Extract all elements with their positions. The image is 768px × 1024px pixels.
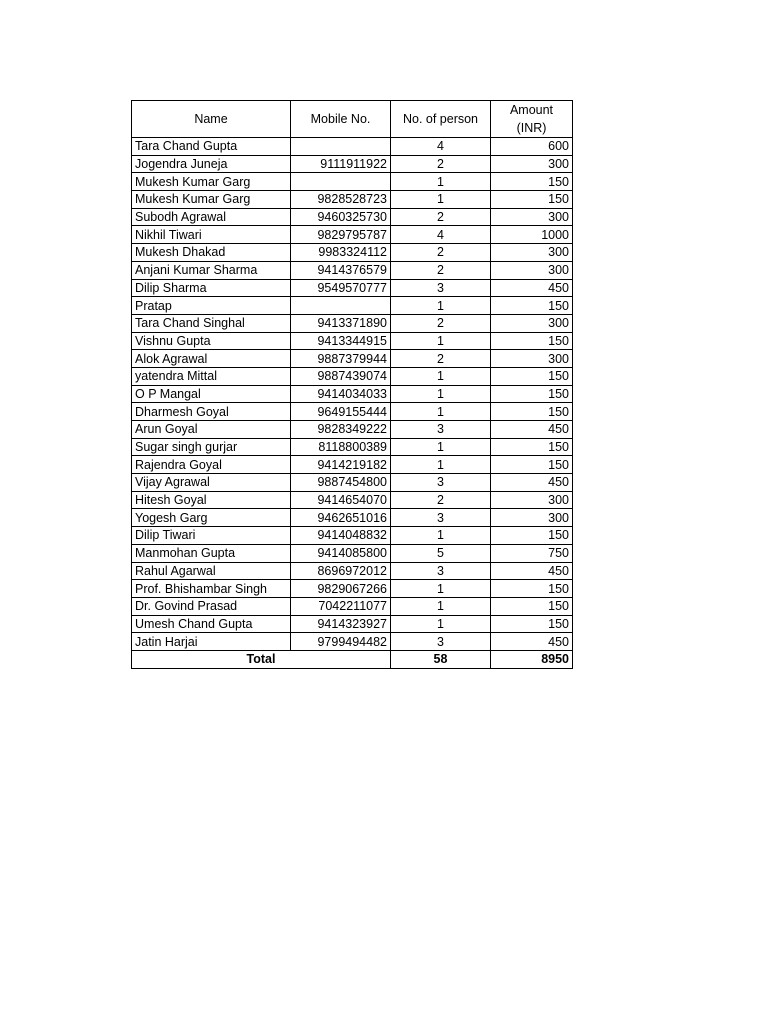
cell-persons: 2 <box>391 155 491 173</box>
cell-persons: 1 <box>391 615 491 633</box>
cell-persons: 1 <box>391 385 491 403</box>
cell-mobile: 9414048832 <box>291 527 391 545</box>
cell-persons: 2 <box>391 314 491 332</box>
cell-amount: 150 <box>491 597 573 615</box>
cell-persons: 3 <box>391 562 491 580</box>
cell-mobile: 9414323927 <box>291 615 391 633</box>
cell-amount: 150 <box>491 332 573 350</box>
table-row <box>132 615 573 633</box>
table-row <box>132 279 573 297</box>
cell-persons: 3 <box>391 509 491 527</box>
cell-amount: 300 <box>491 314 573 332</box>
cell-name: Jatin Harjai <box>132 633 291 651</box>
cell-name: Arun Goyal <box>132 421 291 439</box>
cell-name: Pratap <box>132 297 291 315</box>
table-row <box>132 297 573 315</box>
table-row <box>132 138 573 156</box>
cell-persons: 2 <box>391 208 491 226</box>
cell-persons: 1 <box>391 438 491 456</box>
cell-amount: 600 <box>491 138 573 156</box>
table-row <box>132 597 573 615</box>
cell-amount: 450 <box>491 421 573 439</box>
table-row <box>132 456 573 474</box>
table-row <box>132 509 573 527</box>
cell-name: Tara Chand Gupta <box>132 138 291 156</box>
cell-name: yatendra Mittal <box>132 367 291 385</box>
cell-persons: 3 <box>391 474 491 492</box>
cell-amount: 150 <box>491 527 573 545</box>
table-row <box>132 527 573 545</box>
header-mobile: Mobile No. <box>291 101 391 138</box>
table-row <box>132 385 573 403</box>
cell-name: Dilip Sharma <box>132 279 291 297</box>
cell-mobile: 9414219182 <box>291 456 391 474</box>
cell-amount: 150 <box>491 297 573 315</box>
cell-persons: 5 <box>391 544 491 562</box>
cell-mobile: 9414376579 <box>291 261 391 279</box>
cell-mobile: 9413371890 <box>291 314 391 332</box>
cell-name: Hitesh Goyal <box>132 491 291 509</box>
cell-amount: 150 <box>491 438 573 456</box>
cell-mobile: 8118800389 <box>291 438 391 456</box>
cell-mobile: 9828349222 <box>291 421 391 439</box>
cell-name: Dilip Tiwari <box>132 527 291 545</box>
cell-persons: 1 <box>391 191 491 209</box>
cell-persons: 3 <box>391 279 491 297</box>
table-row <box>132 367 573 385</box>
cell-persons: 3 <box>391 421 491 439</box>
cell-persons: 1 <box>391 527 491 545</box>
cell-amount: 150 <box>491 173 573 191</box>
cell-persons: 4 <box>391 138 491 156</box>
cell-amount: 1000 <box>491 226 573 244</box>
cell-name: Vishnu Gupta <box>132 332 291 350</box>
cell-mobile: 9887454800 <box>291 474 391 492</box>
cell-amount: 150 <box>491 191 573 209</box>
cell-amount: 450 <box>491 633 573 651</box>
cell-name: Tara Chand Singhal <box>132 314 291 332</box>
cell-amount: 150 <box>491 403 573 421</box>
cell-mobile: 9549570777 <box>291 279 391 297</box>
cell-amount: 300 <box>491 261 573 279</box>
table-row <box>132 314 573 332</box>
cell-amount: 150 <box>491 580 573 598</box>
table-row <box>132 244 573 262</box>
cell-amount: 450 <box>491 279 573 297</box>
table-row <box>132 403 573 421</box>
total-row <box>132 650 573 668</box>
table-row <box>132 350 573 368</box>
cell-mobile: 9829795787 <box>291 226 391 244</box>
cell-name: O P Mangal <box>132 385 291 403</box>
cell-name: Alok Agrawal <box>132 350 291 368</box>
cell-amount: 300 <box>491 208 573 226</box>
cell-amount: 300 <box>491 244 573 262</box>
cell-name: Mukesh Kumar Garg <box>132 191 291 209</box>
cell-mobile: 9887439074 <box>291 367 391 385</box>
cell-persons: 1 <box>391 597 491 615</box>
table-row <box>132 474 573 492</box>
table-row <box>132 332 573 350</box>
cell-amount: 300 <box>491 155 573 173</box>
cell-name: Nikhil Tiwari <box>132 226 291 244</box>
cell-mobile: 8696972012 <box>291 562 391 580</box>
cell-amount: 300 <box>491 350 573 368</box>
cell-persons: 2 <box>391 350 491 368</box>
cell-mobile: 7042211077 <box>291 597 391 615</box>
cell-name: Manmohan Gupta <box>132 544 291 562</box>
cell-mobile: 9887379944 <box>291 350 391 368</box>
cell-name: Rajendra Goyal <box>132 456 291 474</box>
cell-persons: 1 <box>391 367 491 385</box>
cell-persons: 1 <box>391 580 491 598</box>
cell-mobile: 9828528723 <box>291 191 391 209</box>
header-persons: No. of person <box>391 101 491 138</box>
cell-mobile: 9414654070 <box>291 491 391 509</box>
cell-name: Umesh Chand Gupta <box>132 615 291 633</box>
cell-mobile: 9414085800 <box>291 544 391 562</box>
cell-amount: 450 <box>491 474 573 492</box>
cell-mobile: 9829067266 <box>291 580 391 598</box>
cell-mobile: 9413344915 <box>291 332 391 350</box>
cell-mobile: 9649155444 <box>291 403 391 421</box>
cell-name: Anjani Kumar Sharma <box>132 261 291 279</box>
cell-mobile: 9983324112 <box>291 244 391 262</box>
table-header-row <box>132 101 573 138</box>
table-row <box>132 544 573 562</box>
cell-mobile <box>291 297 391 315</box>
table-row <box>132 580 573 598</box>
header-amount: Amount (INR) <box>491 101 573 138</box>
cell-amount: 450 <box>491 562 573 580</box>
cell-mobile: 9460325730 <box>291 208 391 226</box>
cell-mobile: 9111911922 <box>291 155 391 173</box>
cell-name: Dharmesh Goyal <box>132 403 291 421</box>
total-persons: 58 <box>391 650 491 668</box>
table-row <box>132 421 573 439</box>
cell-name: Prof. Bhishambar Singh <box>132 580 291 598</box>
cell-persons: 1 <box>391 332 491 350</box>
table-row <box>132 562 573 580</box>
table-row <box>132 261 573 279</box>
cell-amount: 150 <box>491 367 573 385</box>
cell-name: Dr. Govind Prasad <box>132 597 291 615</box>
cell-persons: 4 <box>391 226 491 244</box>
cell-persons: 1 <box>391 297 491 315</box>
cell-name: Sugar singh gurjar <box>132 438 291 456</box>
cell-name: Jogendra Juneja <box>132 155 291 173</box>
cell-persons: 3 <box>391 633 491 651</box>
cell-mobile: 9462651016 <box>291 509 391 527</box>
cell-mobile <box>291 138 391 156</box>
cell-name: Vijay Agrawal <box>132 474 291 492</box>
cell-amount: 150 <box>491 456 573 474</box>
cell-persons: 1 <box>391 456 491 474</box>
table-row <box>132 173 573 191</box>
cell-name: Mukesh Kumar Garg <box>132 173 291 191</box>
cell-persons: 2 <box>391 491 491 509</box>
table-row <box>132 491 573 509</box>
cell-name: Yogesh Garg <box>132 509 291 527</box>
cell-mobile <box>291 173 391 191</box>
table-row <box>132 155 573 173</box>
cell-name: Subodh Agrawal <box>132 208 291 226</box>
total-label: Total <box>132 650 391 668</box>
cell-persons: 1 <box>391 173 491 191</box>
cell-mobile: 9414034033 <box>291 385 391 403</box>
table-row <box>132 438 573 456</box>
cell-name: Rahul Agarwal <box>132 562 291 580</box>
cell-name: Mukesh Dhakad <box>132 244 291 262</box>
cell-amount: 150 <box>491 615 573 633</box>
cell-amount: 750 <box>491 544 573 562</box>
cell-persons: 1 <box>391 403 491 421</box>
table-row <box>132 191 573 209</box>
cell-amount: 300 <box>491 491 573 509</box>
contributions-table <box>131 100 573 669</box>
cell-mobile: 9799494482 <box>291 633 391 651</box>
total-amount: 8950 <box>491 650 573 668</box>
cell-amount: 150 <box>491 385 573 403</box>
header-name: Name <box>132 101 291 138</box>
table-row <box>132 226 573 244</box>
cell-amount: 300 <box>491 509 573 527</box>
cell-persons: 2 <box>391 261 491 279</box>
table-row <box>132 633 573 651</box>
cell-persons: 2 <box>391 244 491 262</box>
table-row <box>132 208 573 226</box>
table-body <box>132 138 573 651</box>
